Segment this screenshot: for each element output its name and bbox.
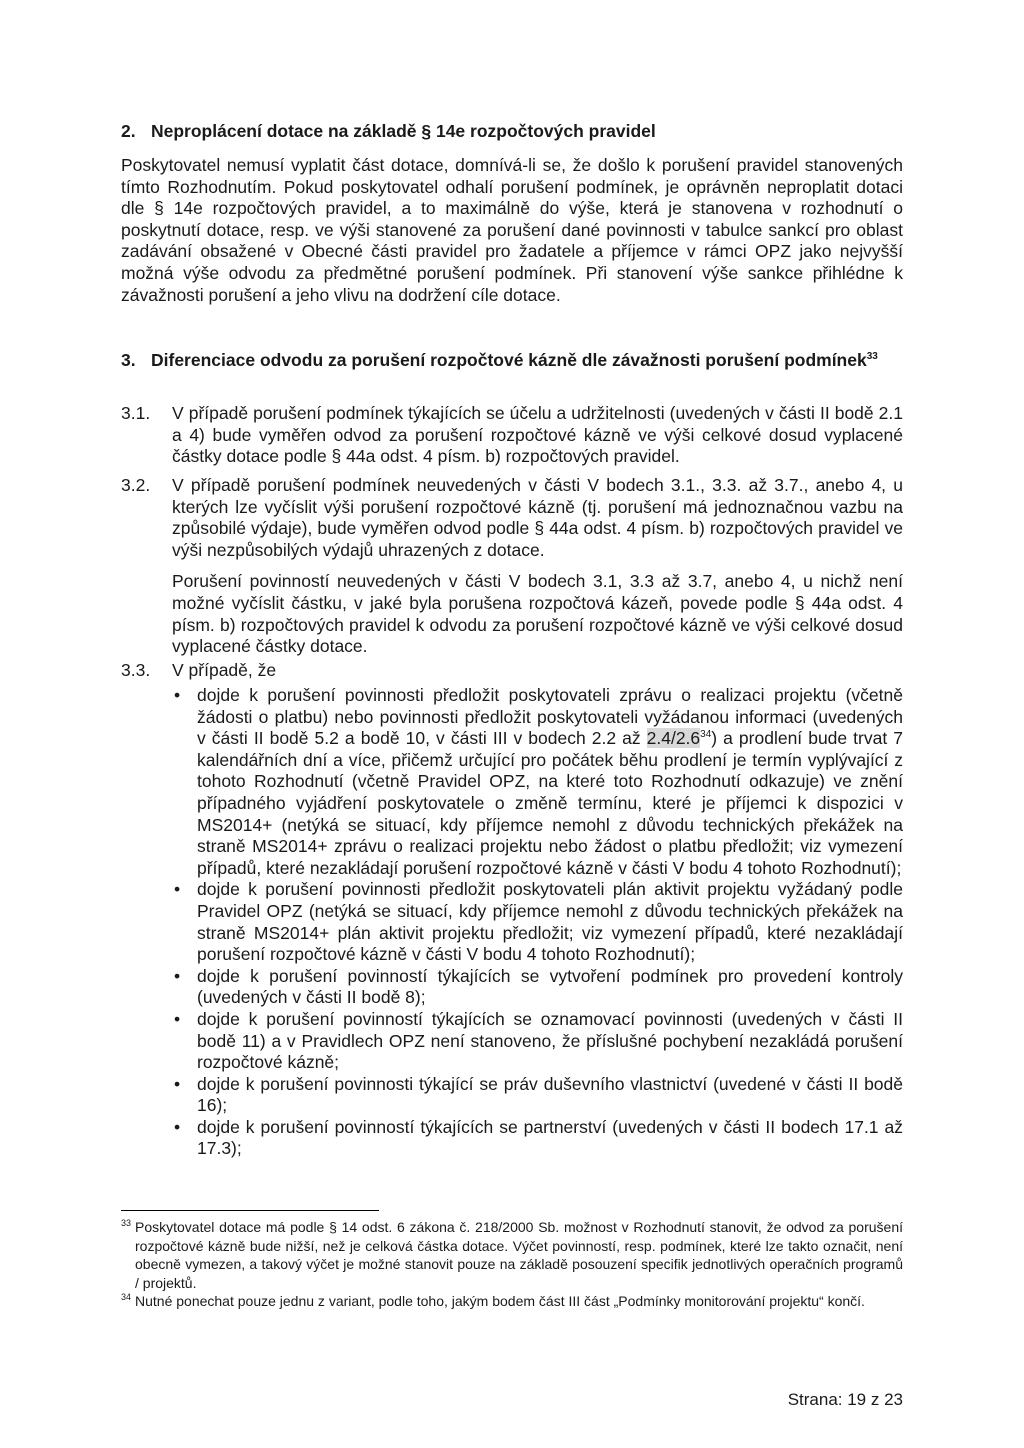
item-3-3-text: V případě, že [172,660,277,680]
bullet-icon: • [174,1008,181,1029]
section-2-heading [121,120,903,142]
footnote-33-number: 33 [121,1218,132,1228]
bullet-icon: • [174,965,181,986]
section-3-number: 3. [121,350,136,370]
item-3-2-text: V případě porušení podmínek neuvedených v části V bodech 3.1., 3.3. až 3.7., anebo 4, u kterých lze vyčíslit výši porušení rozpočtové kázně (tj. porušení má jednoznačnou vazbu na způsobilé výdaje), bude vyměřen odvod podle § 44a odst. 4 písm. b) rozpočtových pravidel ve výši nezpůsobilých výdajů uhrazených z dotace. [172,475,903,560]
bullet-icon: • [174,1116,181,1137]
footnote-33 [121,1218,903,1292]
item-3-3-bullet-list [172,685,903,1160]
footnote-34-number: 34 [121,1292,132,1302]
item-3-3 [121,660,903,682]
bullet-item: • dojde k porušení povinností týkajících se oznamovací povinnosti (uvedených v části II bodě 11) a v Pravidlech OPZ není stanoveno, že příslušné pochybení nezakládá porušení rozpočtové kázně; [174,1008,903,1073]
footnote-34-text: Nutné ponechat pouze jednu z variant, podle toho, jakým bodem část III část „Podmínky monitorování projektu“ končí. [135,1293,865,1309]
item-3-2 [121,475,903,658]
item-3-2-number: 3.2. [121,475,151,495]
section-3-title: Diferenciace odvodu za porušení rozpočtové kázně dle závažnosti porušení podmínek [151,350,867,370]
section-3-heading [121,349,903,371]
bullet-item: • dojde k porušení povinnosti předložit poskytovateli zprávu o realizaci projektu (včetně žádosti o platbu) nebo povinnosti předložit poskytovateli vyžádanou informaci (uvedených v části II bodě 5.2 a bodě 10, v části III v bodech 2.2 až $2.4/2.6^{34}$) a prodlení bude trvat 7 kalendářních dní a více, přičemž určující pro počátek běhu prodlení je termín vyplývající z tohoto Rozhodnutí (včetně Pravidel OPZ, na které toto Rozhodnutí odkazuje) ve znění případného vyjádření poskytovatele o změně termínu, které je příjemci k dispozici v MS2014+ (netýká se situací, kdy příjemce nemohl z důvodu technických překážek na straně MS2014+ zprávu o realizaci projektu nebo žádost o platbu předložit; viz vymezení případů, které nezakládají porušení rozpočtové kázně v části V bodu 4 tohoto Rozhodnutí); [174,685,903,878]
footnote-ref-34[interactable]: 34 [700,729,712,741]
item-3-3-number: 3.3. [121,660,151,680]
footnote-ref-33[interactable]: 33 [866,351,878,362]
footnote-separator [121,1210,379,1211]
item-3-1-number: 3.1. [121,403,151,423]
footnote-33-text: Poskytovatel dotace má podle § 14 odst. 6 zákona č. 218/2000 Sb. možnost v Rozhodnutí stanovit, že odvod za porušení rozpočtové kázně bude nižší, než je celková částka dotace. Výčet povinností, resp. podmínek, které lze takto označit, není obecně vymezen, a takový výčet je možné stanovit pouze na základě posouzení specifik jednotlivých operačních programů / projektů. [135,1219,903,1291]
bullet-item: • dojde k porušení povinností týkajících se vytvoření podmínek pro provedení kontroly (uvedených v části II bodě 8); [174,965,903,1008]
page-number: Strana: 19 z 23 [787,1390,903,1409]
bullet-item: • dojde k porušení povinnosti týkající se práv duševního vlastnictví (uvedené v části II bodě 16); [174,1073,903,1116]
bullet-icon: • [174,879,181,900]
bullet-icon: • [174,1073,181,1094]
section-2-number: 2. [121,121,136,141]
item-3-2-text-continued: Porušení povinností neuvedených v části V bodech 3.1, 3.3 až 3.7, anebo 4, u nichž není možné vyčíslit částku, v jaké byla porušena rozpočtová kázeň, povede podle § 44a odst. 4 písm. b) rozpočtových pravidel k odvodu za porušení rozpočtové kázně ve výši celkové dosud vyplacené částky dotace. [172,571,903,657]
item-3-1 [121,403,903,468]
bullet-icon: • [174,685,181,705]
section-2-title: Neproplácení dotace na základě § 14e rozpočtových pravidel [151,121,656,141]
footnote-34 [121,1292,903,1311]
highlighted-variant: 2.4/2.6 [646,728,701,749]
bullet-item: • dojde k porušení povinnosti předložit poskytovateli plán aktivit projektu vyžádaný podle Pravidel OPZ (netýká se situací, kdy příjemce nemohl z důvodu technických překážek na straně MS2014+ plán aktivit projektu předložit; viz vymezení případů, které nezakládají porušení rozpočtové kázně v části V bodu 4 tohoto Rozhodnutí); [174,879,903,965]
item-3-1-text: V případě porušení podmínek týkajících se účelu a udržitelnosti (uvedených v části II bodě 2.1 a 4) bude vyměřen odvod za porušení rozpočtové kázně ve výši celkové dosud vyplacené částky dotace podle § 44a odst. 4 písm. b) rozpočtových pravidel. [172,403,903,467]
section-2-paragraph: Poskytovatel nemusí vyplatit část dotace, domnívá-li se, že došlo k porušení pravidel stanovených tímto Rozhodnutím. Pokud poskytovatel odhalí porušení podmínek, je oprávněn neproplatit dotaci dle § 14e rozpočtových pravidel, a to maximálně do výše, která je stanovena v rozhodnutí o poskytnutí dotace, resp. ve výši stanovené za porušení dané povinnosti v tabulce sankcí pro oblast zadávání obsažené v Obecné části pravidel pro žadatele a příjemce v rámci OPZ jako nejvyšší možná výše odvodu za předmětné porušení podmínek. Při stanovení výše sankce přihlédne k závažnosti porušení a jeho vlivu na dodržení cíle dotace. [121,155,903,305]
bullet-item: • dojde k porušení povinností týkajících se partnerství (uvedených v části II bodech 17.1 až 17.3); [174,1116,903,1159]
